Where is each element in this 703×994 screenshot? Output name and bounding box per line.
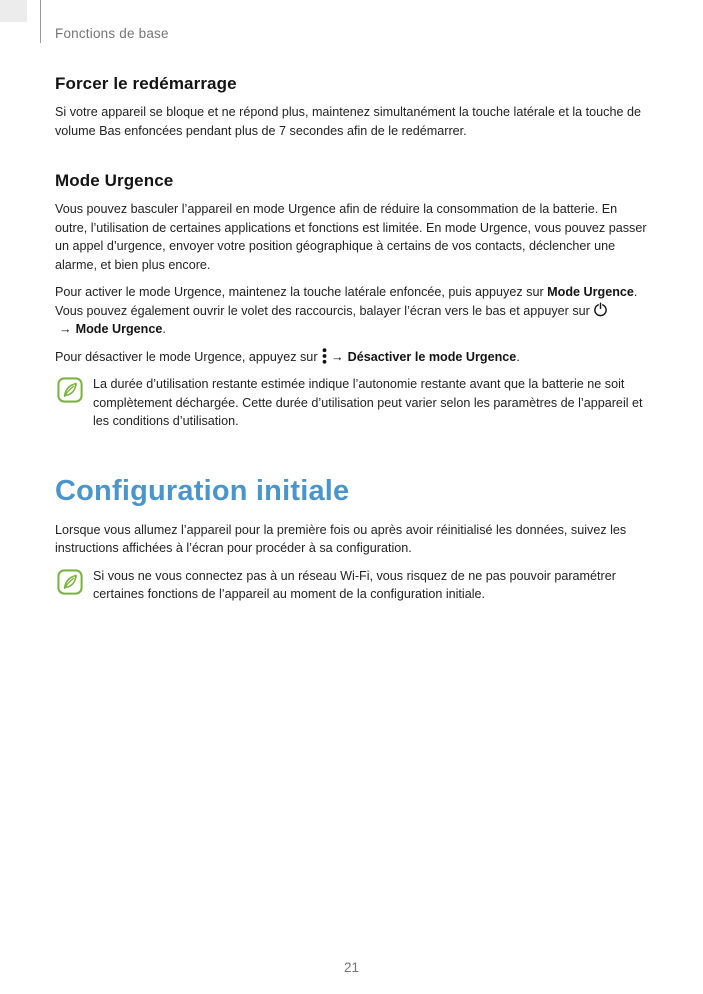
paragraph-text: Pour désactiver le mode Urgence, appuyez sur [55, 349, 322, 364]
page-corner-mark [0, 0, 27, 22]
section-heading-emergency-mode: Mode Urgence [55, 171, 174, 190]
more-vertical-icon [322, 348, 327, 364]
paragraph-emergency-activate [55, 283, 650, 339]
header-divider [40, 0, 41, 43]
paragraph-text: . Vous pouvez également ouvrir le volet des raccourcis, balayer l’écran vers le bas et appuyer sur [55, 285, 638, 318]
note-block-battery [55, 375, 650, 431]
chapter-heading-initial-setup: Configuration initiale [55, 474, 350, 507]
page-number: 21 [343, 960, 360, 975]
paragraph-emergency-deactivate [55, 348, 650, 367]
menu-label-desactiver-mode-urgence: Désactiver le mode Urgence [347, 349, 517, 364]
page-content [55, 74, 650, 614]
arrow-glyph: → [331, 349, 344, 364]
paragraph-text: Pour activer le mode Urgence, maintenez la touche latérale enfoncée, puis appuyez sur [55, 285, 548, 299]
section-spacer [55, 149, 650, 171]
arrow-glyph: → [59, 322, 72, 336]
paragraph-text: . [516, 349, 520, 364]
menu-label-mode-urgence: Mode Urgence [75, 322, 163, 336]
power-icon [593, 302, 608, 317]
paragraph-force-restart: Si votre appareil se bloque et ne répond plus, maintenez simultanément la touche latérale et la touche de volume Bas enfoncées pendant plus de 7 secondes afin de le redémarrer. [55, 105, 641, 138]
menu-label-mode-urgence: Mode Urgence [547, 285, 634, 299]
note-leaf-icon [57, 377, 83, 403]
note-text: La durée d’utilisation restante estimée indique l’autonomie restante avant que la batterie ne soit complètement déchargée. Cette durée d’utilisation peut varier selon les paramètres de l’appareil et les conditions d’utilisation. [93, 377, 643, 428]
running-header: Fonctions de base [55, 26, 169, 41]
paragraph-text: . [162, 322, 166, 336]
paragraph-initial-setup: Lorsque vous allumez l’appareil pour la première fois ou après avoir réinitialisé les données, suivez les instructions affichées à l’écran pour procéder à sa configuration. [55, 522, 627, 555]
paragraph-emergency-overview: Vous pouvez basculer l’appareil en mode Urgence afin de réduire la consommation de la batterie. En outre, l’utilisation de certaines applications et fonctions est limitée. En mode Urgence, vous pouvez passer un appel d’urgence, envoyer votre position géographique à certains de vos contacts, déclencher une alarme, et bien plus encore. [55, 202, 647, 272]
note-leaf-icon [57, 569, 83, 595]
note-text: Si vous ne vous connectez pas à un réseau Wi-Fi, vous risquez de ne pas pouvoir paramétrer certaines fonctions de l’appareil au moment de la configuration initiale. [93, 568, 616, 601]
note-block-wifi [55, 567, 650, 604]
section-heading-force-restart: Forcer le redémarrage [55, 74, 237, 93]
